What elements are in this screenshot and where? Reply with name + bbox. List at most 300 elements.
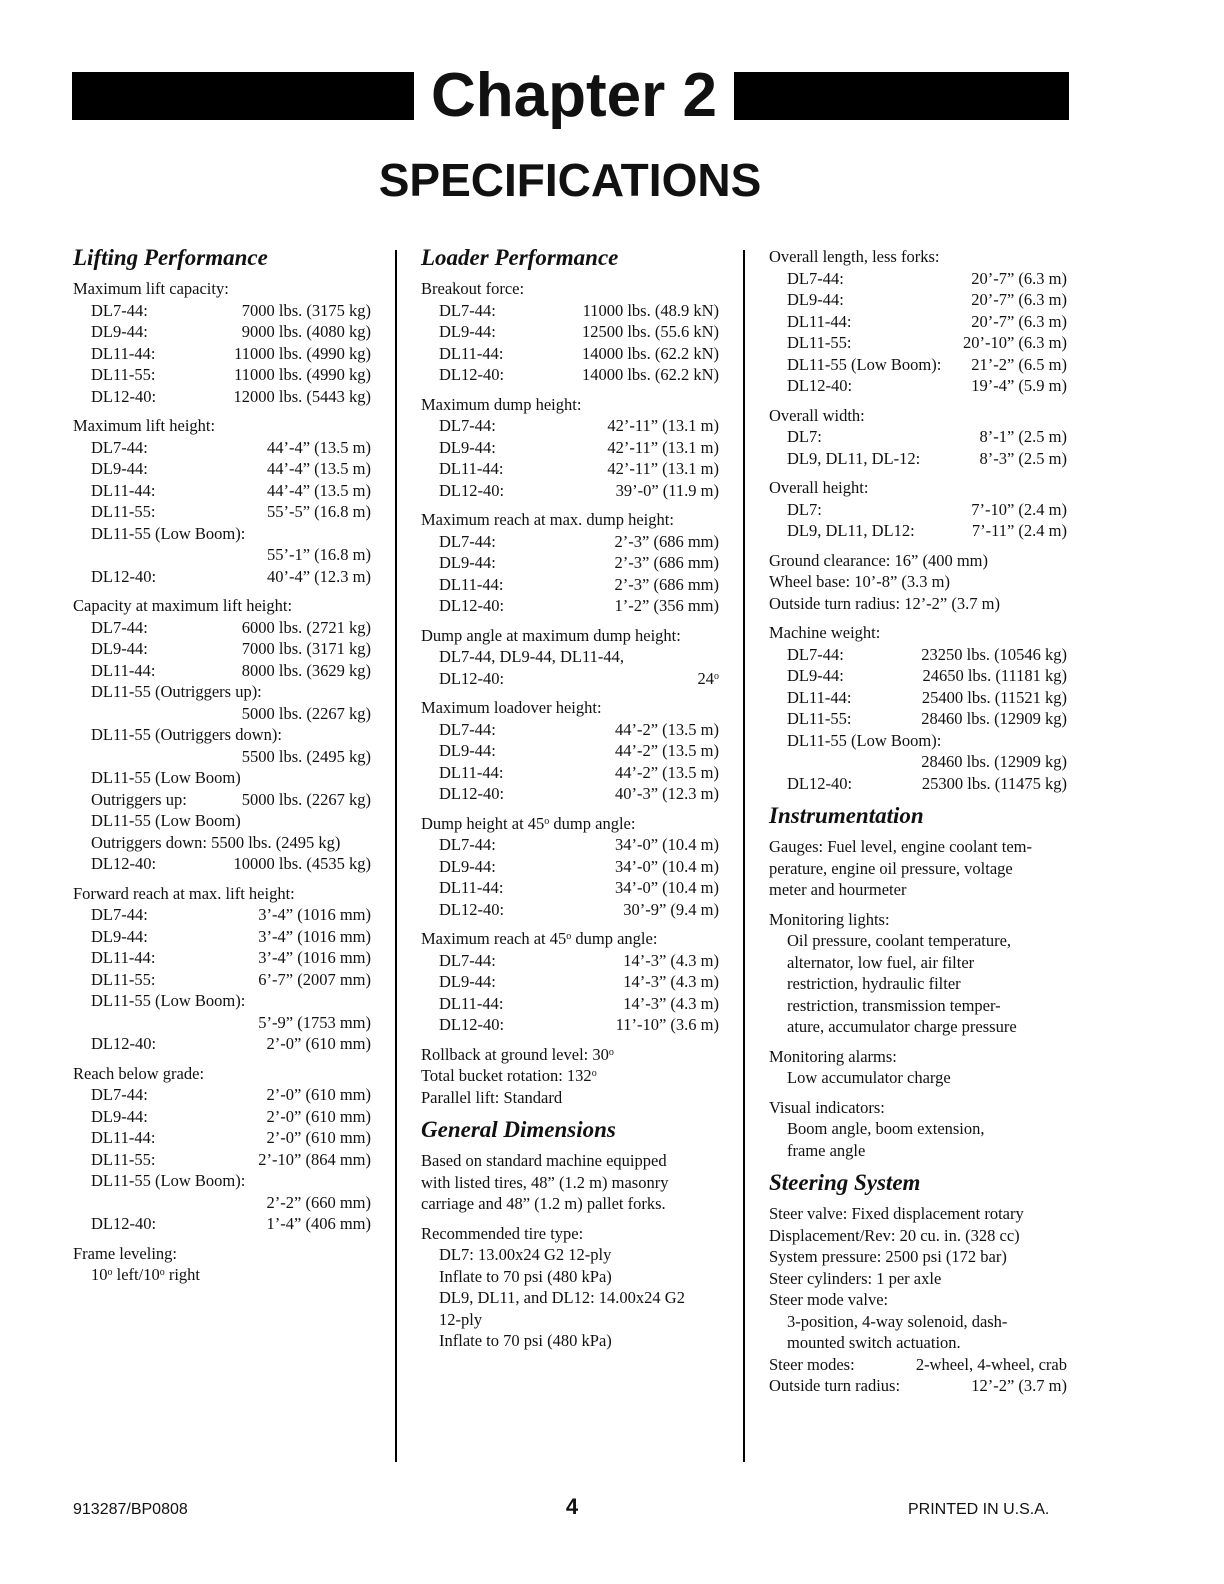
- spec-value: 2-wheel, 4-wheel, crab: [915, 1354, 1067, 1374]
- spec-value: 34’-0” (10.4 m): [614, 835, 719, 854]
- spec-sublabel: DL11-55 (Low Boom):: [91, 991, 246, 1010]
- spec-value: 3’-4” (1016 mm): [258, 905, 371, 924]
- spec-block-overall-width: [769, 405, 1067, 470]
- spec-block-reach-at-dump-height: [421, 509, 719, 617]
- spec-rows: [73, 904, 371, 990]
- spec-rows: [73, 437, 371, 523]
- paragraph-line: with listed tires, 48” (1.2 m) masonry: [421, 1172, 669, 1192]
- spec-row: [421, 834, 719, 856]
- spec-line: Steer valve: Fixed displacement rotary: [769, 1204, 1024, 1223]
- spec-line: Oil pressure, coolant temperature,: [787, 931, 1012, 950]
- spec-model: DL11-44:: [439, 343, 504, 363]
- spec-value: 11000 lbs. (4990 kg): [234, 343, 371, 363]
- spec-row: [769, 520, 1067, 542]
- spec-row: [73, 1149, 371, 1171]
- spec-value: 7000 lbs. (3175 kg): [241, 300, 371, 320]
- spec-sublabel: DL11-55 (Low Boom):: [91, 523, 246, 543]
- spec-model: DL11-55:: [787, 709, 852, 728]
- spec-value: 7’-11” (2.4 m): [971, 521, 1067, 540]
- spec-model: DL11-55:: [91, 969, 156, 989]
- spec-value: 44’-2” (13.5 m): [614, 719, 719, 739]
- spec-label: Reach below grade:: [73, 1063, 205, 1083]
- spec-rows: [769, 644, 1067, 730]
- spec-model: DL12-40:: [439, 668, 505, 688]
- spec-model: Outriggers up:: [91, 789, 187, 809]
- column-divider-1: [395, 250, 397, 1462]
- spec-model: DL7-44:: [91, 1085, 148, 1104]
- spec-rows: [769, 499, 1067, 542]
- spec-sublabel: DL11-55 (Low Boom):: [787, 730, 942, 750]
- spec-line: 10$^o$ left/10$^o$ right: [91, 1265, 200, 1284]
- spec-value: 20’-10” (6.3 m): [962, 333, 1067, 352]
- spec-sublabel: DL11-55 (Low Boom): [91, 768, 241, 787]
- spec-line: DL7-44, DL9-44, DL11-44,: [439, 647, 624, 666]
- spec-row: [769, 268, 1067, 290]
- spec-value: 8’-1” (2.5 m): [979, 427, 1067, 446]
- spec-model: DL7-44:: [439, 835, 496, 854]
- spec-block-breakout-force: [421, 278, 719, 386]
- spec-row: [769, 665, 1067, 687]
- spec-value: 2’-2” (660 mm): [266, 1192, 371, 1212]
- spec-value: 44’-2” (13.5 m): [614, 741, 719, 760]
- spec-model: DL9-44:: [91, 926, 148, 946]
- spec-value: 23250 lbs. (10546 kg): [921, 644, 1067, 664]
- spec-value: 24650 lbs. (11181 kg): [922, 666, 1067, 685]
- spec-row: [73, 638, 371, 660]
- spec-row: [421, 950, 719, 972]
- spec-value: 42’-11” (13.1 m): [607, 416, 719, 435]
- spec-row: [769, 773, 1067, 795]
- section-heading-instrumentation: Instrumentation: [769, 803, 924, 828]
- spec-row: [73, 321, 371, 343]
- spec-value: 14’-3” (4.3 m): [623, 972, 719, 991]
- page-title: SPECIFICATIONS: [378, 154, 762, 206]
- spec-row: [421, 993, 719, 1015]
- spec-block-dump-height-45: [421, 813, 719, 921]
- spec-row: [769, 499, 1067, 521]
- spec-model: DL12-40:: [91, 854, 157, 873]
- spec-value: 5’-9” (1753 mm): [258, 1012, 371, 1032]
- footer-doc-number: 913287/BP0808: [73, 1501, 188, 1518]
- spec-model: DL7-44:: [439, 950, 496, 970]
- spec-value: 9000 lbs. (4080 kg): [241, 322, 371, 341]
- spec-value: 7000 lbs. (3171 kg): [241, 639, 371, 658]
- spec-rows: [421, 834, 719, 920]
- spec-line: Outside turn radius: 12’-2” (3.7 m): [769, 593, 1000, 613]
- spec-row: [421, 321, 719, 343]
- spec-value: 5000 lbs. (2267 kg): [241, 703, 371, 723]
- spec-value: 14000 lbs. (62.2 kN): [581, 343, 719, 363]
- spec-row: [421, 595, 719, 617]
- spec-line: Steer mode valve:: [769, 1290, 889, 1309]
- spec-model: DL9-44:: [439, 741, 496, 760]
- column-left: [73, 244, 371, 1294]
- spec-block-gauges: [769, 836, 1067, 901]
- spec-value: 39’-0” (11.9 m): [615, 480, 719, 500]
- spec-model: DL11-44:: [439, 993, 504, 1013]
- spec-row: [421, 531, 719, 553]
- spec-model: DL11-44:: [91, 480, 156, 500]
- spec-model: DL7-44:: [439, 531, 496, 551]
- spec-row: [73, 926, 371, 948]
- spec-value: 21’-2” (6.5 m): [971, 354, 1067, 374]
- spec-model: DL11-55 (Low Boom):: [787, 354, 942, 374]
- spec-model: DL7-44:: [91, 617, 148, 637]
- spec-row: [73, 343, 371, 365]
- spec-value: 55’-5” (16.8 m): [266, 502, 371, 521]
- paragraph-line: Gauges: Fuel level, engine coolant tem-: [769, 837, 1033, 856]
- spec-value: 28460 lbs. (12909 kg): [921, 752, 1067, 771]
- spec-value: 11000 lbs. (48.9 kN): [582, 300, 719, 320]
- header-bar-left: [72, 72, 414, 120]
- spec-row: [73, 904, 371, 926]
- spec-row: [421, 719, 719, 741]
- spec-label: Frame leveling:: [73, 1243, 178, 1263]
- spec-block-monitoring-alarms: [769, 1046, 1067, 1089]
- spec-label: Maximum reach at 45$^o$ dump angle:: [421, 929, 658, 948]
- spec-line: Inflate to 70 psi (480 kPa): [439, 1266, 612, 1286]
- spec-row: [73, 1127, 371, 1149]
- spec-value: 11000 lbs. (4990 kg): [234, 365, 371, 384]
- spec-value: 44’-4” (13.5 m): [266, 459, 371, 478]
- spec-value: 6000 lbs. (2721 kg): [241, 617, 371, 637]
- paragraph-line: carriage and 48” (1.2 m) pallet forks.: [421, 1194, 666, 1213]
- spec-value: 25300 lbs. (11475 kg): [921, 773, 1067, 793]
- spec-model: DL9-44:: [91, 322, 148, 341]
- spec-row: [421, 458, 719, 480]
- spec-model: DL7-44:: [91, 905, 148, 924]
- spec-value: 24$^o$: [697, 668, 719, 688]
- spec-block-overall-length: [769, 246, 1067, 397]
- spec-block-forward-reach: [73, 883, 371, 1055]
- spec-line: Steer cylinders: 1 per axle: [769, 1268, 942, 1288]
- spec-row: [421, 552, 719, 574]
- spec-model: DL11-55:: [91, 365, 156, 384]
- spec-row: [769, 426, 1067, 448]
- spec-row: [421, 762, 719, 784]
- spec-model: DL11-44:: [439, 574, 504, 594]
- footer-printed: PRINTED IN U.S.A.: [908, 1501, 1050, 1518]
- spec-block-max-dump-height: [421, 394, 719, 502]
- spec-rows: [421, 300, 719, 386]
- spec-row: [73, 458, 371, 480]
- spec-label: Maximum dump height:: [421, 394, 582, 414]
- spec-line: Rollback at ground level: 30$^o$: [421, 1044, 614, 1064]
- spec-sublabel: DL11-55 (Outriggers down):: [91, 725, 282, 744]
- spec-row: [421, 1014, 719, 1036]
- spec-line: frame angle: [787, 1140, 866, 1160]
- spec-model: DL9, DL11, DL12:: [787, 521, 915, 540]
- spec-row: [73, 480, 371, 502]
- spec-row: [769, 708, 1067, 730]
- spec-label: Forward reach at max. lift height:: [73, 883, 295, 903]
- spec-value: 40’-3” (12.3 m): [614, 784, 719, 803]
- spec-model: DL7-44:: [787, 268, 844, 288]
- spec-model: DL12-40:: [439, 784, 505, 803]
- spec-model: DL7-44:: [91, 437, 148, 457]
- spec-row: [73, 969, 371, 991]
- spec-model: DL12-40:: [91, 566, 157, 586]
- spec-row: [73, 1106, 371, 1128]
- spec-row: [73, 386, 371, 408]
- spec-row: [421, 343, 719, 365]
- spec-rows: [421, 719, 719, 805]
- spec-model: DL12-40:: [91, 1034, 157, 1053]
- spec-value: 44’-4” (13.5 m): [266, 437, 371, 457]
- spec-label: Maximum lift height:: [73, 416, 216, 435]
- spec-label: Recommended tire type:: [421, 1223, 584, 1243]
- spec-value: 12500 lbs. (55.6 kN): [581, 322, 719, 341]
- section-heading-lifting: Lifting Performance: [73, 245, 268, 270]
- chapter-title: Chapter 2: [431, 61, 717, 130]
- spec-row: [73, 1213, 371, 1235]
- spec-row: [769, 289, 1067, 311]
- spec-model: DL9-44:: [91, 459, 148, 478]
- spec-model: DL12-40:: [439, 899, 505, 919]
- spec-value: 28460 lbs. (12909 kg): [921, 709, 1067, 728]
- spec-line: Displacement/Rev: 20 cu. in. (328 cc): [769, 1225, 1020, 1245]
- spec-model: Outside turn radius:: [769, 1376, 901, 1395]
- spec-value: 2’-0” (610 mm): [266, 1106, 371, 1126]
- spec-block-capacity-max-height: [73, 595, 371, 875]
- spec-rows: [73, 1084, 371, 1170]
- spec-value: 14’-3” (4.3 m): [623, 950, 719, 970]
- spec-label: Machine weight:: [769, 623, 881, 642]
- spec-row: [421, 300, 719, 322]
- spec-label: Monitoring alarms:: [769, 1046, 897, 1066]
- spec-value: 2’-0” (610 mm): [266, 1128, 371, 1147]
- spec-row: [73, 617, 371, 639]
- spec-line: DL7: 13.00x24 G2 12-ply: [439, 1245, 612, 1264]
- spec-value: 3’-4” (1016 mm): [258, 948, 371, 967]
- spec-block-reach-45: [421, 928, 719, 1036]
- spec-row: [421, 856, 719, 878]
- spec-row: [73, 853, 371, 875]
- spec-model: DL7-44:: [91, 300, 148, 320]
- spec-model: DL11-55:: [91, 502, 156, 521]
- spec-block-rotation: [421, 1044, 719, 1109]
- spec-model: DL7-44:: [787, 644, 844, 664]
- spec-row: [769, 687, 1067, 709]
- spec-row: [769, 644, 1067, 666]
- spec-label: Dump angle at maximum dump height:: [421, 625, 681, 645]
- spec-value: 2’-3” (686 mm): [614, 553, 719, 572]
- spec-model: DL12-40:: [787, 773, 853, 793]
- spec-model: DL12-40:: [439, 596, 505, 615]
- spec-value: 1’-4” (406 mm): [266, 1214, 371, 1233]
- spec-value: 1’-2” (356 mm): [614, 596, 719, 615]
- spec-block-machine-weight: [769, 622, 1067, 794]
- spec-model: DL11-55:: [91, 1149, 156, 1169]
- spec-model: DL9-44:: [439, 437, 496, 457]
- spec-row: [421, 574, 719, 596]
- spec-model: DL9-44:: [439, 322, 496, 341]
- spec-block-dump-angle: [421, 625, 719, 690]
- paragraph-line: meter and hourmeter: [769, 880, 907, 899]
- spec-value: 30’-9” (9.4 m): [623, 899, 719, 919]
- spec-row: [73, 364, 371, 386]
- spec-row: [421, 668, 719, 690]
- spec-block-general-intro: [421, 1150, 719, 1215]
- spec-line: Boom angle, boom extension,: [787, 1119, 985, 1138]
- spec-model: DL12-40:: [787, 376, 853, 395]
- spec-line: Low accumulator charge: [787, 1068, 951, 1087]
- section-heading-steering: Steering System: [769, 1170, 921, 1195]
- spec-value: 7’-10” (2.4 m): [971, 499, 1067, 519]
- spec-model: DL11-44:: [91, 343, 156, 363]
- section-heading-general-dimensions: General Dimensions: [421, 1117, 616, 1142]
- spec-rows: [769, 426, 1067, 469]
- spec-row: [421, 971, 719, 993]
- spec-line: DL9, DL11, and DL12: 14.00x24 G2: [439, 1288, 685, 1307]
- spec-label: Monitoring lights:: [769, 909, 890, 929]
- spec-value: 12000 lbs. (5443 kg): [233, 386, 371, 406]
- spec-model: DL7-44:: [439, 416, 496, 435]
- spec-line: System pressure: 2500 psi (172 bar): [769, 1247, 1007, 1266]
- spec-value: 44’-2” (13.5 m): [614, 762, 719, 782]
- spec-model: DL12-40:: [439, 365, 505, 384]
- spec-sublabel: DL11-55 (Low Boom): [91, 811, 241, 830]
- spec-value: 14000 lbs. (62.2 kN): [581, 365, 719, 384]
- spec-model: DL11-44:: [787, 687, 852, 707]
- spec-row: [769, 354, 1067, 376]
- spec-model: DL12-40:: [439, 1015, 505, 1034]
- spec-value: 20’-7” (6.3 m): [971, 268, 1067, 288]
- spec-value: 55’-1” (16.8 m): [266, 545, 371, 564]
- spec-label: Visual indicators:: [769, 1097, 885, 1117]
- spec-value: 42’-11” (13.1 m): [607, 437, 719, 457]
- spec-model: DL9-44:: [439, 553, 496, 572]
- spec-block-clearance: [769, 550, 1067, 615]
- spec-value: 8’-3” (2.5 m): [979, 448, 1067, 468]
- spec-model: DL11-44:: [91, 660, 156, 680]
- spec-model: DL11-44:: [91, 1128, 156, 1147]
- spec-rows: [73, 617, 371, 682]
- header-bar-right: [734, 72, 1069, 120]
- spec-line: Wheel base: 10’-8” (3.3 m): [769, 572, 950, 591]
- spec-label: Capacity at maximum lift height:: [73, 596, 293, 615]
- spec-value: 2’-3” (686 mm): [614, 574, 719, 594]
- spec-row: [73, 437, 371, 459]
- column-divider-2: [743, 250, 745, 1462]
- spec-row: [769, 1375, 1067, 1397]
- spec-model: DL9-44:: [787, 666, 844, 685]
- spec-line: 3-position, 4-way solenoid, dash-: [787, 1311, 1008, 1331]
- spec-row: [73, 1084, 371, 1106]
- spec-row: [769, 375, 1067, 397]
- spec-model: DL12-40:: [439, 480, 505, 500]
- spec-row: [769, 448, 1067, 470]
- spec-model: DL11-44:: [439, 762, 504, 782]
- spec-block-overall-height: [769, 477, 1067, 542]
- spec-row: [421, 877, 719, 899]
- spec-row: [769, 1354, 1067, 1376]
- spec-model: DL7:: [787, 499, 822, 519]
- spec-model: DL9-44:: [439, 972, 496, 991]
- paragraph-line: Based on standard machine equipped: [421, 1151, 667, 1170]
- spec-row: [73, 300, 371, 322]
- spec-model: DL11-44:: [91, 948, 156, 967]
- spec-block-frame-leveling: [73, 1243, 371, 1286]
- column-middle: [421, 244, 719, 1360]
- spec-value: 10000 lbs. (4535 kg): [233, 854, 371, 873]
- spec-label: Maximum reach at max. dump height:: [421, 510, 674, 529]
- spec-rows: [769, 268, 1067, 397]
- spec-model: DL9-44:: [91, 1106, 148, 1126]
- spec-row: [421, 480, 719, 502]
- spec-row: [421, 364, 719, 386]
- paragraph-line: perature, engine oil pressure, voltage: [769, 858, 1013, 878]
- spec-line: mounted switch actuation.: [787, 1333, 961, 1352]
- spec-line: Ground clearance: 16” (400 mm): [769, 550, 988, 570]
- spec-value: 2’-3” (686 mm): [614, 531, 719, 551]
- spec-block-reach-below-grade: [73, 1063, 371, 1235]
- spec-model: DL12-40:: [91, 386, 157, 406]
- spec-value: 8000 lbs. (3629 kg): [241, 660, 371, 680]
- spec-value: 34’-0” (10.4 m): [614, 856, 719, 876]
- spec-value: 11’-10” (3.6 m): [615, 1015, 719, 1034]
- spec-value: 3’-4” (1016 mm): [258, 926, 371, 946]
- spec-model: DL7:: [787, 427, 822, 446]
- spec-row: [73, 566, 371, 588]
- spec-rows: [421, 531, 719, 617]
- spec-model: Steer modes:: [769, 1354, 855, 1374]
- spec-row: [73, 1033, 371, 1055]
- spec-row: [73, 660, 371, 682]
- spec-block-steering: [769, 1203, 1067, 1397]
- spec-label: Overall length, less forks:: [769, 247, 940, 266]
- spec-value: 40’-4” (12.3 m): [266, 566, 371, 586]
- spec-row: [421, 899, 719, 921]
- spec-line: ature, accumulator charge pressure: [787, 1017, 1017, 1036]
- spec-model: DL9-44:: [787, 290, 844, 309]
- spec-row: [73, 501, 371, 523]
- spec-label: Breakout force:: [421, 279, 525, 298]
- spec-line: Parallel lift: Standard: [421, 1087, 563, 1107]
- spec-line: Outriggers down: 5500 lbs. (2495 kg): [91, 832, 341, 852]
- spec-block-max-lift-height: [73, 415, 371, 587]
- spec-sublabel: DL11-55 (Outriggers up):: [91, 682, 262, 701]
- spec-value: 42’-11” (13.1 m): [607, 459, 719, 478]
- spec-rows: [73, 300, 371, 408]
- spec-value: 44’-4” (13.5 m): [266, 480, 371, 500]
- spec-line: alternator, low fuel, air filter: [787, 952, 975, 972]
- spec-label: Overall width:: [769, 405, 865, 425]
- spec-block-max-lift-capacity: [73, 278, 371, 407]
- spec-value: 14’-3” (4.3 m): [623, 993, 719, 1013]
- section-heading-loader: Loader Performance: [421, 245, 619, 270]
- spec-row: [73, 947, 371, 969]
- spec-sublabel: DL11-55 (Low Boom):: [91, 1171, 246, 1190]
- spec-value: 2’-0” (610 mm): [266, 1085, 371, 1104]
- spec-line: Inflate to 70 psi (480 kPa): [439, 1331, 612, 1350]
- spec-line: 12-ply: [439, 1309, 483, 1329]
- spec-label: Dump height at 45$^o$ dump angle:: [421, 813, 636, 833]
- spec-line: restriction, transmission temper-: [787, 995, 1001, 1015]
- spec-row: [421, 740, 719, 762]
- spec-row: [769, 332, 1067, 354]
- spec-label: Maximum lift capacity:: [73, 279, 229, 298]
- spec-model: DL7-44:: [439, 300, 496, 320]
- spec-row: [421, 783, 719, 805]
- spec-block-monitoring-lights: [769, 909, 1067, 1038]
- spec-value: 20’-7” (6.3 m): [971, 290, 1067, 309]
- column-right: [769, 246, 1067, 1405]
- spec-value: 20’-7” (6.3 m): [971, 311, 1067, 331]
- spec-value: 5000 lbs. (2267 kg): [241, 789, 371, 809]
- spec-value: 6’-7” (2007 mm): [258, 969, 371, 989]
- spec-value: 12’-2” (3.7 m): [971, 1376, 1067, 1395]
